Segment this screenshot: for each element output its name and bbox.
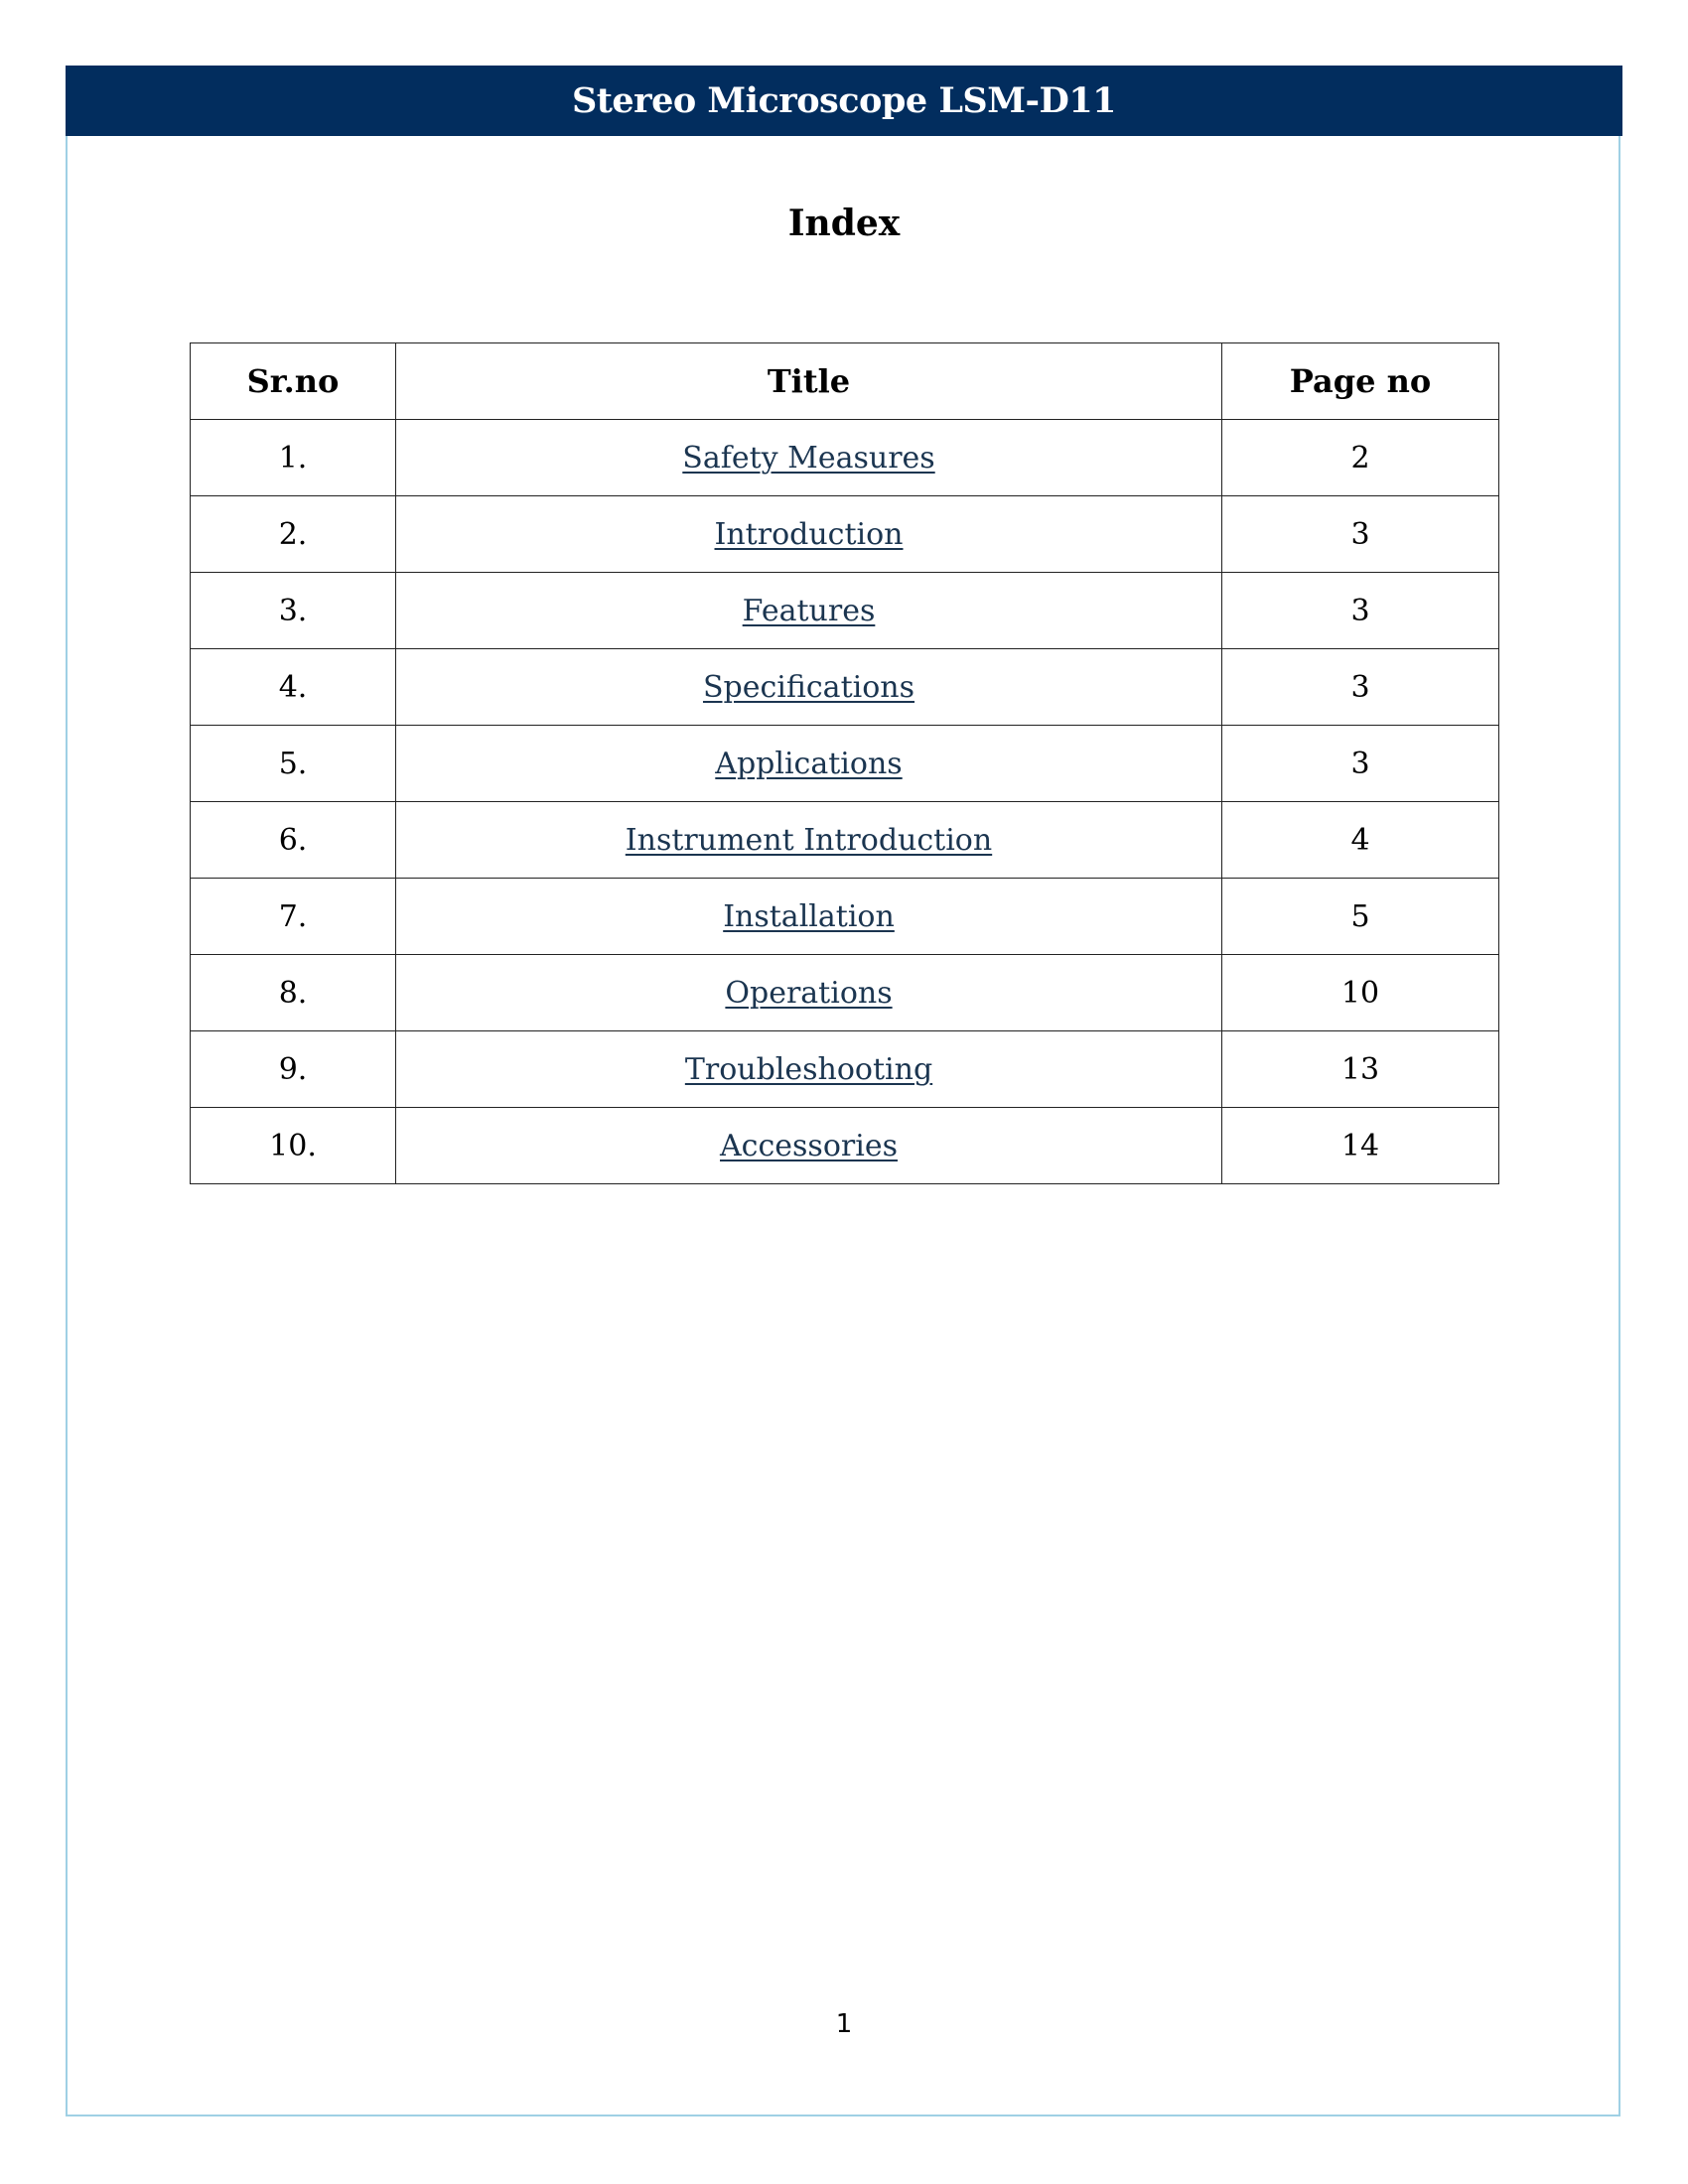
title-cell — [396, 420, 1222, 496]
table-header-row — [191, 343, 1499, 420]
srno-cell: 10. — [191, 1108, 396, 1184]
srno-cell: 3. — [191, 573, 396, 649]
srno-cell: 5. — [191, 726, 396, 802]
page-cell: 2 — [1222, 420, 1499, 496]
column-header-page: Page no — [1222, 343, 1499, 420]
page-cell: 10 — [1222, 955, 1499, 1031]
table-row — [191, 802, 1499, 879]
srno-cell: 7. — [191, 879, 396, 955]
page-cell: 13 — [1222, 1031, 1499, 1108]
table-row — [191, 1031, 1499, 1108]
table-row — [191, 496, 1499, 573]
page-cell: 3 — [1222, 496, 1499, 573]
table-row — [191, 649, 1499, 726]
column-header-title: Title — [396, 343, 1222, 420]
title-cell — [396, 573, 1222, 649]
page-cell: 4 — [1222, 802, 1499, 879]
title-cell — [396, 802, 1222, 879]
table-row — [191, 879, 1499, 955]
title-cell — [396, 496, 1222, 573]
table-row — [191, 420, 1499, 496]
title-cell — [396, 1031, 1222, 1108]
column-header-srno: Sr.no — [191, 343, 396, 420]
title-cell — [396, 955, 1222, 1031]
title-cell — [396, 726, 1222, 802]
page-cell: 14 — [1222, 1108, 1499, 1184]
title-cell — [396, 649, 1222, 726]
srno-cell: 1. — [191, 420, 396, 496]
index-table — [190, 342, 1499, 1184]
table-row — [191, 726, 1499, 802]
toc-link-accessories[interactable]: Accessories — [720, 1128, 898, 1163]
toc-link-features[interactable]: Features — [742, 593, 876, 628]
srno-cell: 2. — [191, 496, 396, 573]
srno-cell: 6. — [191, 802, 396, 879]
table-row — [191, 1108, 1499, 1184]
page-cell: 3 — [1222, 649, 1499, 726]
title-cell — [396, 879, 1222, 955]
document-header-bar — [66, 66, 1622, 136]
table-row — [191, 955, 1499, 1031]
table-row — [191, 573, 1499, 649]
index-heading: Index — [787, 203, 901, 244]
srno-cell: 9. — [191, 1031, 396, 1108]
toc-link-troubleshooting[interactable]: Troubleshooting — [684, 1051, 933, 1087]
toc-link-safety-measures[interactable]: Safety Measures — [682, 440, 935, 476]
page-cell: 3 — [1222, 726, 1499, 802]
page-cell: 3 — [1222, 573, 1499, 649]
srno-cell: 8. — [191, 955, 396, 1031]
title-cell — [396, 1108, 1222, 1184]
document-title: Stereo Microscope LSM-D11 — [571, 80, 1117, 121]
toc-link-instrument-introduction[interactable]: Instrument Introduction — [625, 822, 993, 858]
toc-link-operations[interactable]: Operations — [725, 975, 893, 1011]
srno-cell: 4. — [191, 649, 396, 726]
toc-link-installation[interactable]: Installation — [723, 898, 895, 934]
toc-link-introduction[interactable]: Introduction — [714, 516, 904, 552]
page-number: 1 — [835, 2009, 853, 2039]
toc-link-specifications[interactable]: Specifications — [702, 669, 915, 705]
toc-link-applications[interactable]: Applications — [715, 746, 903, 781]
page-cell: 5 — [1222, 879, 1499, 955]
